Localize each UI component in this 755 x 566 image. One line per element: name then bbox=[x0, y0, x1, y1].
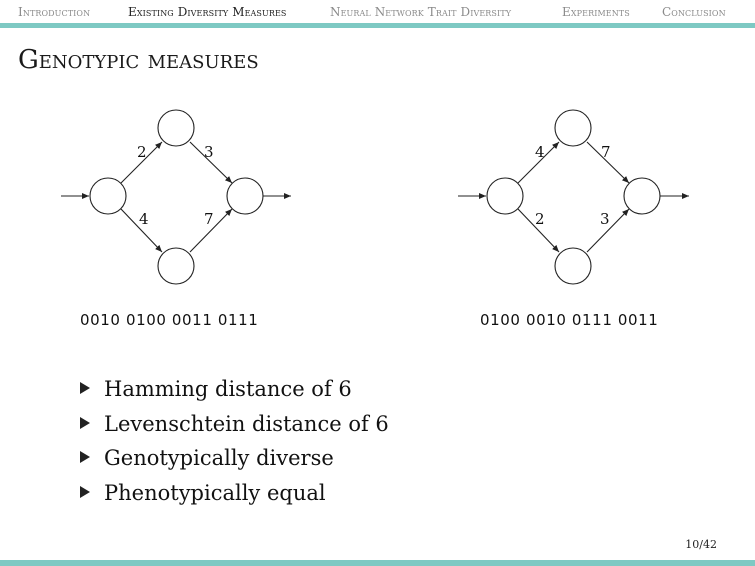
weight-label-top-out: 7 bbox=[601, 143, 611, 161]
bullet-item bbox=[80, 476, 389, 511]
genome-encoding-2: 0100 0010 0111 0011 bbox=[480, 311, 659, 329]
network-diagram-2 bbox=[455, 100, 700, 295]
bullet-text: Phenotypically equal bbox=[104, 480, 326, 505]
bullet-triangle-icon bbox=[80, 451, 90, 463]
nav-item-neural-network-trait-diversity[interactable]: Neural Network Trait Diversity bbox=[330, 5, 512, 19]
node-output bbox=[227, 178, 263, 214]
weight-label-bottom-out: 3 bbox=[600, 210, 610, 228]
bullet-text: Levenschtein distance of 6 bbox=[104, 411, 389, 436]
genome-encoding-1: 0010 0100 0011 0111 bbox=[80, 311, 259, 329]
node-input bbox=[90, 178, 126, 214]
weight-label-in-top: 2 bbox=[137, 143, 147, 161]
weight-label-in-bottom: 4 bbox=[139, 210, 149, 228]
weight-label-in-top: 4 bbox=[535, 143, 545, 161]
node-top bbox=[555, 110, 591, 146]
node-bottom bbox=[158, 248, 194, 284]
network-diagram-1 bbox=[55, 100, 300, 295]
nav-item-introduction[interactable]: Introduction bbox=[18, 5, 91, 19]
bullet-item bbox=[80, 372, 389, 407]
weight-label-bottom-out: 7 bbox=[204, 210, 214, 228]
bullet-triangle-icon bbox=[80, 417, 90, 429]
slide-title: Genotypic measures bbox=[18, 45, 259, 75]
node-output bbox=[624, 178, 660, 214]
nav-item-experiments[interactable]: Experiments bbox=[562, 5, 630, 19]
bullet-list bbox=[80, 372, 389, 510]
bullet-text: Hamming distance of 6 bbox=[104, 377, 352, 401]
node-input bbox=[487, 178, 523, 214]
nav-item-conclusion[interactable]: Conclusion bbox=[662, 5, 726, 19]
bullet-triangle-icon bbox=[80, 382, 90, 394]
page-number: 10/42 bbox=[685, 538, 717, 551]
nav-item-existing-diversity-measures[interactable]: Existing Diversity Measures bbox=[128, 5, 287, 19]
node-top bbox=[158, 110, 194, 146]
header-accent-bar bbox=[0, 23, 755, 28]
weight-label-in-bottom: 2 bbox=[535, 210, 545, 228]
footer-accent-bar bbox=[0, 560, 755, 566]
section-navbar bbox=[0, 0, 755, 24]
bullet-triangle-icon bbox=[80, 486, 90, 498]
bullet-text: Genotypically diverse bbox=[104, 446, 334, 470]
node-bottom bbox=[555, 248, 591, 284]
weight-label-top-out: 3 bbox=[204, 143, 214, 161]
bullet-item bbox=[80, 407, 389, 442]
bullet-item bbox=[80, 441, 389, 476]
